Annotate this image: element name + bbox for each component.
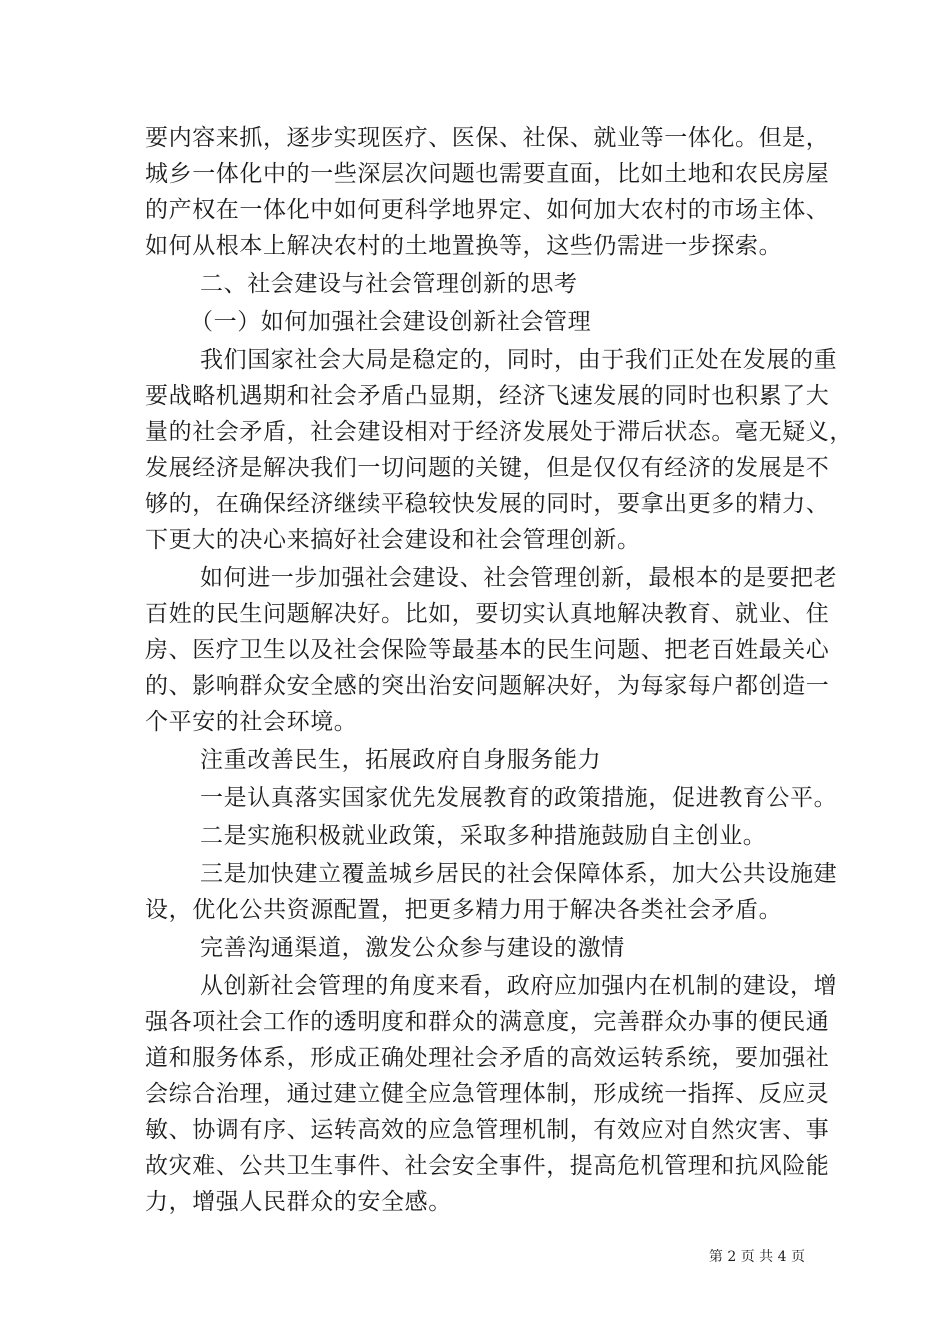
list-item: 三是加快建立覆盖城乡居民的社会保障体系，加大公共设施建 (200, 861, 838, 887)
body-line: 要战略机遇期和社会矛盾凸显期，经济飞速发展的同时也积累了大 (145, 383, 830, 409)
section-heading: 二、社会建设与社会管理创新的思考 (200, 271, 578, 297)
body-line: 故灾难、公共卫生事件、社会安全事件，提高危机管理和抗风险能 (145, 1153, 830, 1179)
body-line: 的、影响群众安全感的突出治安问题解决好，为每家每户都创造一 (145, 673, 830, 699)
body-line: 敏、协调有序、运转高效的应急管理机制，有效应对自然灾害、事 (145, 1117, 830, 1143)
body-line: 设，优化公共资源配置，把更多精力用于解决各类社会矛盾。 (145, 897, 783, 923)
body-line: 发展经济是解决我们一切问题的关键，但是仅仅有经济的发展是不 (145, 455, 830, 481)
subsection-heading: （一）如何加强社会建设创新社会管理 (190, 309, 592, 335)
body-line: 下更大的决心来搞好社会建设和社会管理创新。 (145, 527, 641, 553)
body-line: 如何从根本上解决农村的土地置换等，这些仍需进一步探索。 (145, 233, 783, 259)
list-item: 一是认真落实国家优先发展教育的政策措施，促进教育公平。 (200, 785, 838, 811)
paragraph-first-line: 如何进一步加强社会建设、社会管理创新，最根本的是要把老 (200, 565, 838, 591)
body-line: 强各项社会工作的透明度和群众的满意度，完善群众办事的便民通 (145, 1009, 830, 1035)
list-item: 二是实施积极就业政策，采取多种措施鼓励自主创业。 (200, 823, 767, 849)
body-line: 够的，在确保经济继续平稳较快发展的同时，要拿出更多的精力、 (145, 491, 830, 517)
page-number-footer: 第 2 页 共 4 页 (708, 1249, 805, 1265)
body-line: 道和服务体系，形成正确处理社会矛盾的高效运转系统，要加强社 (145, 1045, 830, 1071)
body-line: 房、医疗卫生以及社会保险等最基本的民生问题、把老百姓最关心 (145, 637, 830, 663)
body-line: 力，增强人民群众的安全感。 (145, 1189, 452, 1215)
body-line: 的产权在一体化中如何更科学地界定、如何加大农村的市场主体、 (145, 197, 830, 223)
body-line: 会综合治理，通过建立健全应急管理体制，形成统一指挥、反应灵 (145, 1081, 830, 1107)
body-line: 城乡一体化中的一些深层次问题也需要直面，比如土地和农民房屋 (145, 161, 830, 187)
body-line: 百姓的民生问题解决好。比如，要切实认真地解决教育、就业、住 (145, 601, 830, 627)
subheading: 完善沟通渠道，激发公众参与建设的激情 (200, 935, 625, 961)
paragraph-first-line: 从创新社会管理的角度来看，政府应加强内在机制的建设，增 (200, 973, 838, 999)
paragraph-first-line: 我们国家社会大局是稳定的，同时，由于我们正处在发展的重 (200, 347, 838, 373)
subheading: 注重改善民生，拓展政府自身服务能力 (200, 747, 602, 773)
body-line: 要内容来抓，逐步实现医疗、医保、社保、就业等一体化。但是， (145, 125, 830, 151)
body-line: 个平安的社会环境。 (145, 709, 358, 735)
body-line: 量的社会矛盾，社会建设相对于经济发展处于滞后状态。毫无疑义， (145, 419, 853, 445)
